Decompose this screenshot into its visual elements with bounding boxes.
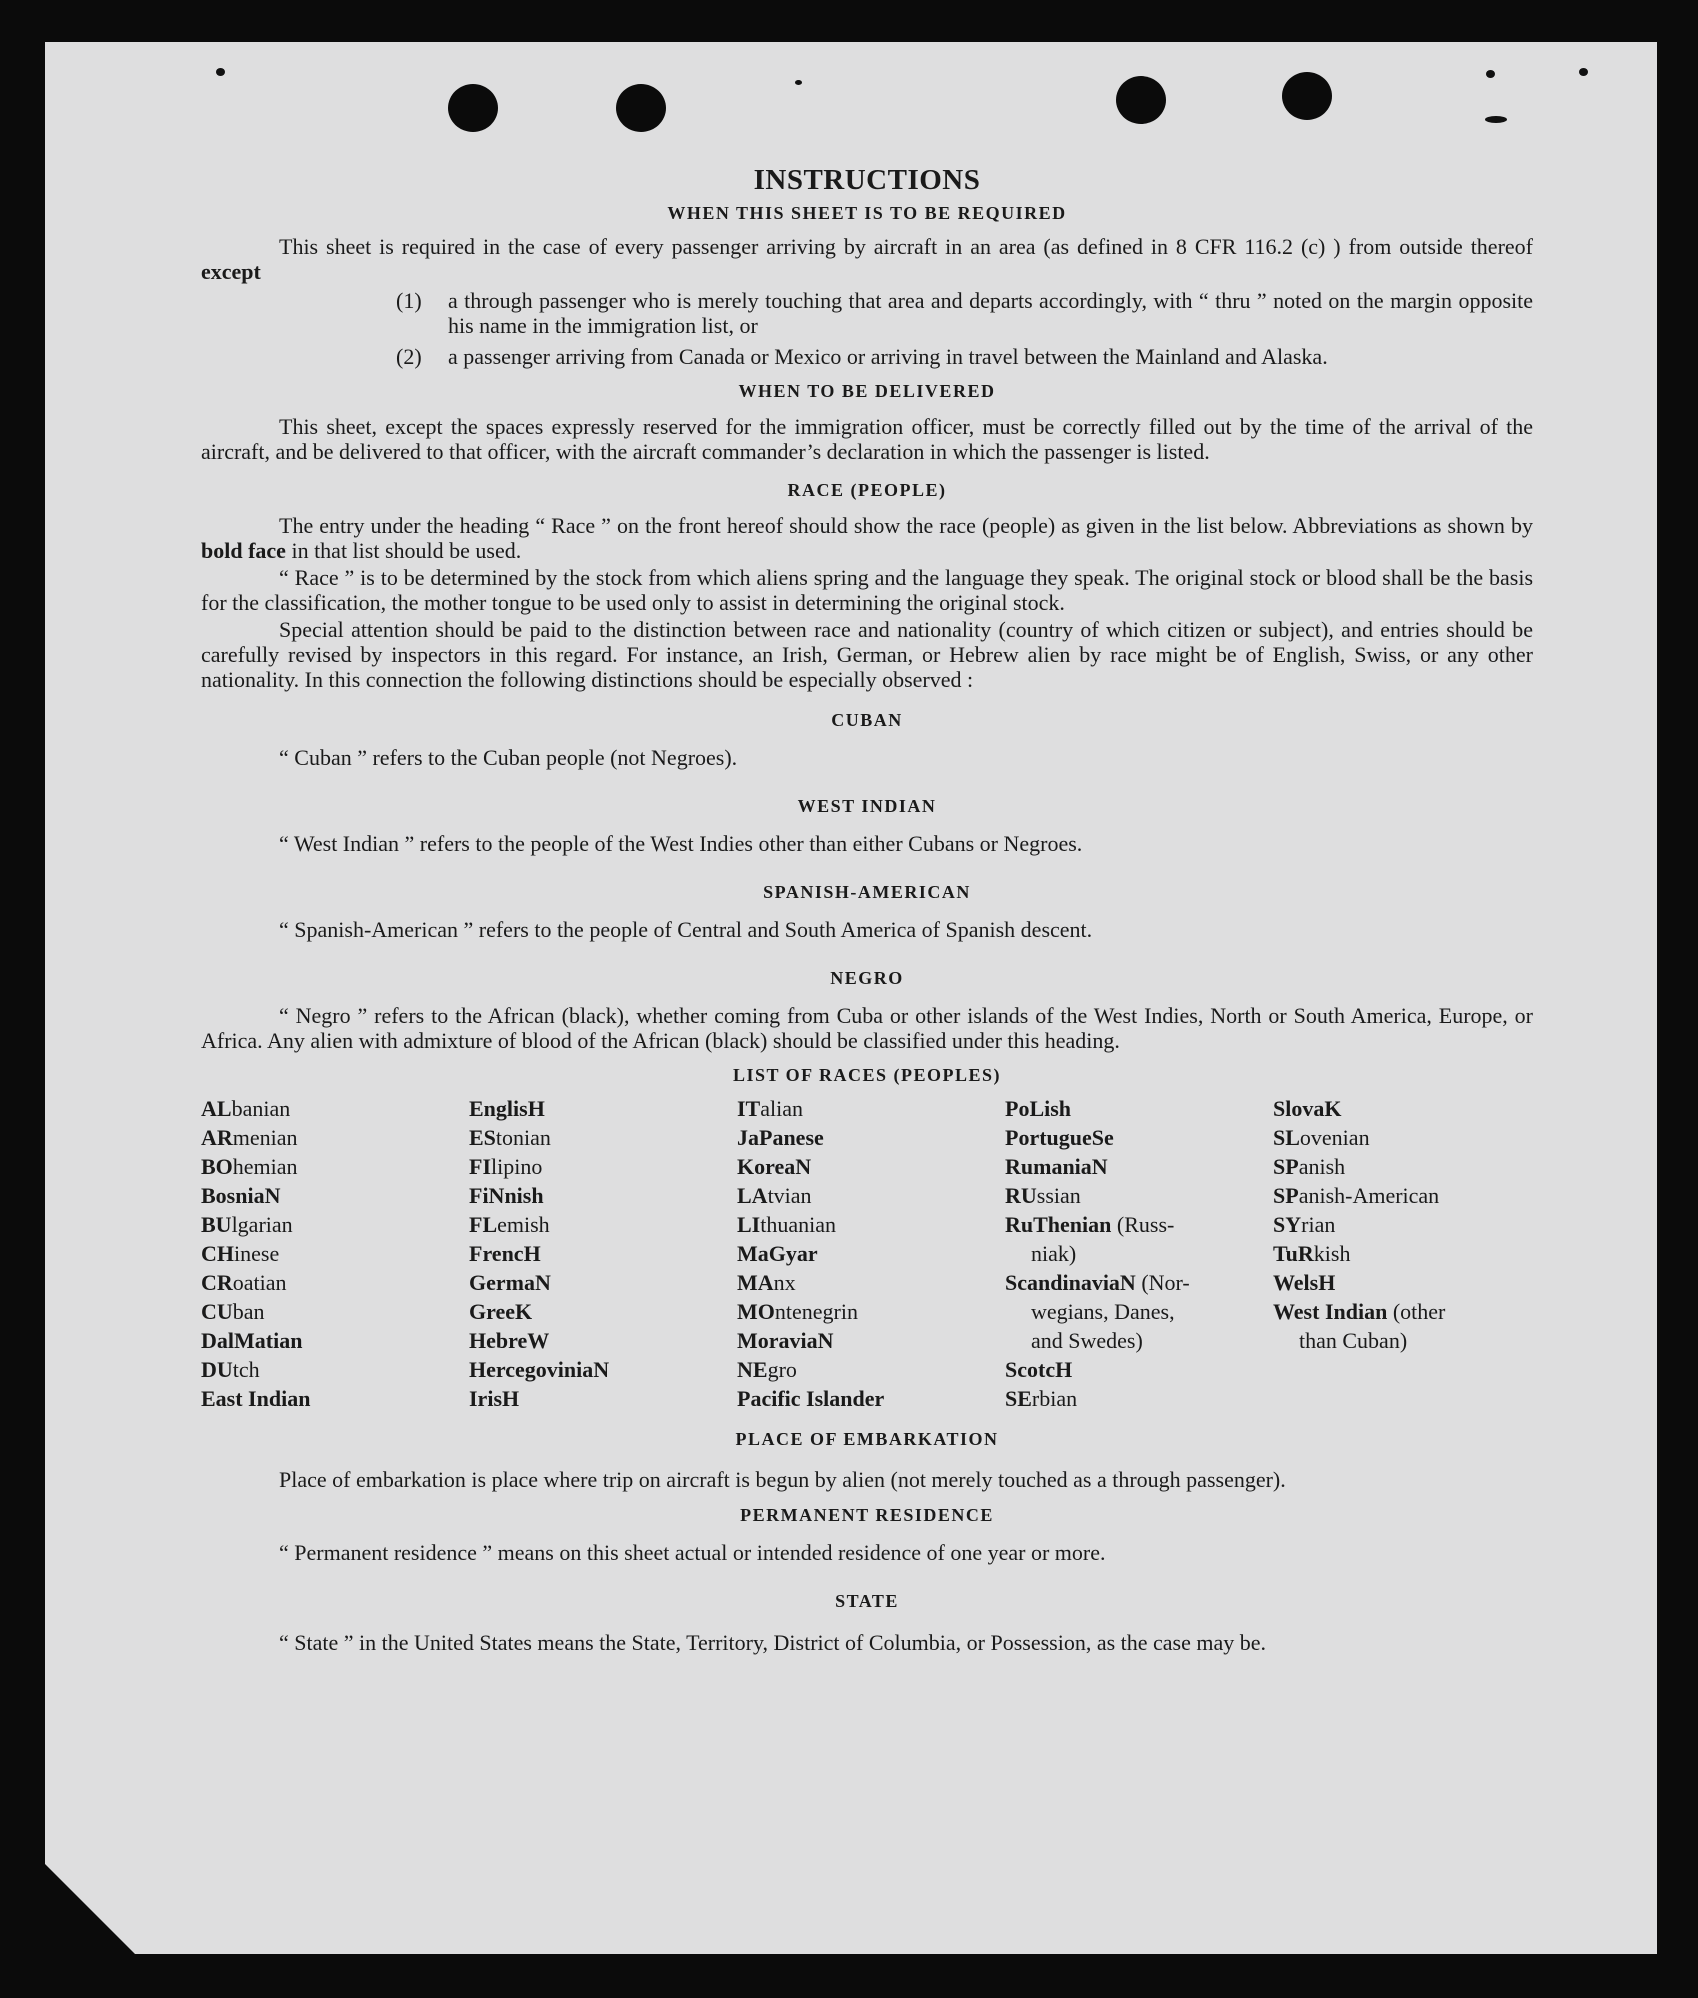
race-entry bbox=[1005, 1239, 1273, 1268]
race-name-rest: tch bbox=[232, 1357, 260, 1382]
paragraph-race-1 bbox=[201, 513, 1533, 563]
heading-west-indian: WEST INDIAN bbox=[797, 796, 937, 816]
race-name-rest: thuanian bbox=[760, 1212, 837, 1237]
race-name-rest: hemian bbox=[232, 1154, 298, 1179]
race-abbreviation: WelsH bbox=[1273, 1270, 1336, 1295]
race-name-rest: lipino bbox=[491, 1154, 543, 1179]
race-abbreviation: FI bbox=[469, 1154, 491, 1179]
race-abbreviation: ScotcH bbox=[1005, 1357, 1073, 1382]
race-entry bbox=[737, 1210, 1005, 1239]
race-abbreviation: GermaN bbox=[469, 1270, 551, 1295]
folded-corner bbox=[45, 1864, 135, 1954]
heading-when-required: WHEN THIS SHEET IS TO BE REQUIRED bbox=[667, 203, 1067, 223]
race-abbreviation: JaPanese bbox=[737, 1125, 824, 1150]
race-abbreviation: EnglisH bbox=[469, 1096, 545, 1121]
race-abbreviation: HercegoviniaN bbox=[469, 1357, 610, 1382]
race-name-rest: (other bbox=[1387, 1299, 1446, 1324]
race-name-rest: than Cuban) bbox=[1299, 1328, 1408, 1353]
race-entry bbox=[1005, 1384, 1273, 1413]
race-name-rest: oatian bbox=[232, 1270, 287, 1295]
speck bbox=[795, 80, 802, 85]
race-abbreviation: RumaniaN bbox=[1005, 1154, 1108, 1179]
race-entry bbox=[737, 1326, 1005, 1355]
race-abbreviation: CR bbox=[201, 1270, 233, 1295]
race-abbreviation: PoLish bbox=[1005, 1096, 1072, 1121]
race-name-rest: (Russ- bbox=[1111, 1212, 1175, 1237]
race-abbreviation: SE bbox=[1005, 1386, 1032, 1411]
race-entry bbox=[737, 1239, 1005, 1268]
race-abbreviation: RuThenian bbox=[1005, 1212, 1112, 1237]
race-abbreviation: MaGyar bbox=[737, 1241, 818, 1266]
speck bbox=[216, 68, 225, 76]
race-name-rest: inese bbox=[234, 1241, 280, 1266]
race-abbreviation: FL bbox=[469, 1212, 498, 1237]
race-p1-end: in that list should be used. bbox=[291, 538, 522, 563]
races-column bbox=[1273, 1094, 1533, 1413]
heading-place-of-embarkation: PLACE OF EMBARKATION bbox=[735, 1429, 999, 1449]
race-abbreviation: CU bbox=[201, 1299, 233, 1324]
races-column bbox=[737, 1094, 1005, 1413]
race-entry bbox=[469, 1181, 737, 1210]
race-entry bbox=[201, 1326, 469, 1355]
race-entry bbox=[737, 1384, 1005, 1413]
race-abbreviation: DalMatian bbox=[201, 1328, 303, 1353]
race-name-rest: nx bbox=[773, 1270, 796, 1295]
race-entry bbox=[1005, 1123, 1273, 1152]
race-name-rest: and Swedes) bbox=[1031, 1328, 1143, 1353]
paragraph-spanish-american: “ Spanish-American ” refers to the people of Central and South America of Spanish descent. bbox=[279, 917, 1093, 942]
race-abbreviation: GreeK bbox=[469, 1299, 533, 1324]
race-entry bbox=[469, 1297, 737, 1326]
exception-number: (1) bbox=[396, 288, 422, 313]
race-name-rest: rbian bbox=[1031, 1386, 1078, 1411]
document-sheet bbox=[45, 42, 1657, 1954]
exception-number: (2) bbox=[396, 344, 422, 369]
race-name-rest: ban bbox=[232, 1299, 265, 1324]
race-entry bbox=[737, 1094, 1005, 1123]
punch-hole bbox=[1116, 76, 1166, 124]
speck bbox=[1579, 68, 1588, 76]
heading-spanish-american: SPANISH-AMERICAN bbox=[763, 882, 971, 902]
race-abbreviation: FrencH bbox=[469, 1241, 541, 1266]
race-entry bbox=[201, 1181, 469, 1210]
race-entry bbox=[1273, 1297, 1533, 1326]
race-p1-start: The entry under the heading “ Race ” on the front hereof should show the race (people) as given in the list below. Abbreviations as shown by bbox=[279, 513, 1533, 538]
race-name-rest: tonian bbox=[495, 1125, 551, 1150]
race-entry bbox=[201, 1094, 469, 1123]
paragraph-cuban: “ Cuban ” refers to the Cuban people (not Negroes). bbox=[279, 745, 738, 770]
race-abbreviation: MA bbox=[737, 1270, 774, 1295]
paragraph-race-3: Special attention should be paid to the distinction between race and nationality (country of which citizen or subject), and entries should be carefully revised by inspectors in this regard. For instance, an Irish, German, or Hebrew alien by race might be of English, Swiss, or any other nationality. In this connection the following distinctions should be especially observed : bbox=[201, 617, 1533, 692]
race-name-rest: rian bbox=[1301, 1212, 1336, 1237]
race-abbreviation: RU bbox=[1005, 1183, 1037, 1208]
race-abbreviation: LA bbox=[737, 1183, 768, 1208]
race-abbreviation: SL bbox=[1273, 1125, 1300, 1150]
race-abbreviation: BU bbox=[201, 1212, 232, 1237]
race-entry bbox=[201, 1123, 469, 1152]
race-entry bbox=[201, 1355, 469, 1384]
punch-hole bbox=[448, 84, 498, 132]
race-entry bbox=[469, 1268, 737, 1297]
race-abbreviation: FiNnish bbox=[469, 1183, 544, 1208]
race-entry bbox=[201, 1384, 469, 1413]
race-abbreviation: TuR bbox=[1273, 1241, 1314, 1266]
race-entry bbox=[737, 1152, 1005, 1181]
race-entry bbox=[737, 1355, 1005, 1384]
races-column bbox=[469, 1094, 737, 1413]
race-abbreviation: NE bbox=[737, 1357, 768, 1382]
race-abbreviation: IrisH bbox=[469, 1386, 520, 1411]
paragraph-negro: “ Negro ” refers to the African (black), whether coming from Cuba or other islands of the West Indies, North or South America, Europe, or Africa. Any alien with admixture of blood of the African (black) should be classified under this heading. bbox=[201, 1003, 1533, 1053]
race-entry bbox=[201, 1239, 469, 1268]
race-name-rest: anish-American bbox=[1298, 1183, 1440, 1208]
race-abbreviation: SP bbox=[1273, 1183, 1299, 1208]
race-entry bbox=[201, 1268, 469, 1297]
race-entry bbox=[201, 1297, 469, 1326]
race-entry bbox=[1273, 1152, 1533, 1181]
race-entry bbox=[1005, 1152, 1273, 1181]
race-entry bbox=[469, 1355, 737, 1384]
race-name-rest: gro bbox=[767, 1357, 797, 1382]
when-required-except: except bbox=[201, 259, 261, 284]
race-abbreviation: HebreW bbox=[469, 1328, 550, 1353]
race-name-rest: (Nor- bbox=[1135, 1270, 1190, 1295]
punch-hole bbox=[616, 84, 666, 132]
race-entry bbox=[469, 1152, 737, 1181]
race-entry bbox=[1005, 1268, 1273, 1297]
paragraph-place-of-embarkation: Place of embarkation is place where trip on aircraft is begun by alien (not merely touched as a through passenger). bbox=[279, 1467, 1286, 1492]
race-abbreviation: BO bbox=[201, 1154, 233, 1179]
exception-item-2 bbox=[396, 344, 1533, 369]
race-entry bbox=[1273, 1094, 1533, 1123]
race-abbreviation: West Indian bbox=[1273, 1299, 1388, 1324]
race-entry bbox=[1273, 1239, 1533, 1268]
race-name-rest: emish bbox=[497, 1212, 550, 1237]
race-entry bbox=[1273, 1210, 1533, 1239]
race-abbreviation: ES bbox=[469, 1125, 496, 1150]
race-name-rest: banian bbox=[231, 1096, 291, 1121]
when-required-intro: This sheet is required in the case of every passenger arriving by aircraft in an area (as defined in 8 CFR 116.2 (c) ) from outside thereof bbox=[279, 234, 1533, 259]
race-name-rest: menian bbox=[232, 1125, 298, 1150]
race-name-rest: ssian bbox=[1036, 1183, 1081, 1208]
race-entry bbox=[737, 1123, 1005, 1152]
race-entry bbox=[469, 1326, 737, 1355]
paragraph-permanent-residence: “ Permanent residence ” means on this sheet actual or intended residence of one year or more. bbox=[279, 1540, 1106, 1565]
paragraph-when-required bbox=[201, 234, 1533, 284]
races-table bbox=[201, 1094, 1533, 1413]
race-entry bbox=[1005, 1355, 1273, 1384]
paragraph-west-indian: “ West Indian ” refers to the people of the West Indies other than either Cubans or Negroes. bbox=[279, 831, 1083, 856]
race-entry bbox=[1005, 1326, 1273, 1355]
race-abbreviation: DU bbox=[201, 1357, 233, 1382]
race-name-rest: ovenian bbox=[1299, 1125, 1370, 1150]
race-entry bbox=[1005, 1094, 1273, 1123]
race-name-rest: niak) bbox=[1031, 1241, 1077, 1266]
race-abbreviation: IT bbox=[737, 1096, 761, 1121]
races-column bbox=[201, 1094, 469, 1413]
race-abbreviation: East Indian bbox=[201, 1386, 311, 1411]
race-abbreviation: MO bbox=[737, 1299, 775, 1324]
race-name-rest: lgarian bbox=[231, 1212, 293, 1237]
race-abbreviation: AR bbox=[201, 1125, 233, 1150]
race-entry bbox=[1005, 1181, 1273, 1210]
race-entry bbox=[1273, 1326, 1533, 1355]
paragraph-race-2: “ Race ” is to be determined by the stock from which aliens spring and the language they speak. The original stock or blood shall be the basis for the classification, the mother tongue to be used only to assist in determining the original stock. bbox=[201, 565, 1533, 615]
heading-race: RACE (PEOPLE) bbox=[787, 480, 947, 500]
race-entry bbox=[469, 1094, 737, 1123]
race-name-rest: anish bbox=[1298, 1154, 1346, 1179]
race-entry bbox=[1005, 1297, 1273, 1326]
heading-permanent-residence: PERMANENT RESIDENCE bbox=[740, 1505, 994, 1525]
exception-item-1 bbox=[396, 288, 1533, 338]
race-abbreviation: SY bbox=[1273, 1212, 1302, 1237]
race-entry bbox=[1273, 1123, 1533, 1152]
race-name-rest: wegians, Danes, bbox=[1031, 1299, 1175, 1324]
heading-state: STATE bbox=[835, 1591, 899, 1611]
race-entry bbox=[201, 1152, 469, 1181]
race-abbreviation: PortugueSe bbox=[1005, 1125, 1114, 1150]
race-name-rest: kish bbox=[1313, 1241, 1351, 1266]
races-column bbox=[1005, 1094, 1273, 1413]
race-name-rest: ntenegrin bbox=[774, 1299, 858, 1324]
race-abbreviation: KoreaN bbox=[737, 1154, 812, 1179]
speck bbox=[1485, 116, 1507, 123]
speck bbox=[1486, 70, 1495, 78]
race-abbreviation: LI bbox=[737, 1212, 761, 1237]
race-abbreviation: SlovaK bbox=[1273, 1096, 1342, 1121]
race-abbreviation: AL bbox=[201, 1096, 232, 1121]
race-entry bbox=[201, 1210, 469, 1239]
race-entry bbox=[737, 1268, 1005, 1297]
paragraph-state: “ State ” in the United States means the State, Territory, District of Columbia, or Possession, as the case may be. bbox=[279, 1630, 1267, 1655]
page-title: INSTRUCTIONS bbox=[753, 164, 981, 196]
race-abbreviation: Pacific Islander bbox=[737, 1386, 885, 1411]
race-abbreviation: SP bbox=[1273, 1154, 1299, 1179]
heading-negro: NEGRO bbox=[830, 968, 904, 988]
race-entry bbox=[737, 1297, 1005, 1326]
heading-when-delivered: WHEN TO BE DELIVERED bbox=[738, 381, 996, 401]
race-abbreviation: BosniaN bbox=[201, 1183, 281, 1208]
race-abbreviation: CH bbox=[201, 1241, 234, 1266]
exception-text: a through passenger who is merely touching that area and departs accordingly, with “ thru ” noted on the margin opposite his name in the immigration list, or bbox=[448, 288, 1533, 338]
race-abbreviation: MoraviaN bbox=[737, 1328, 834, 1353]
race-name-rest: tvian bbox=[767, 1183, 812, 1208]
paragraph-when-delivered: This sheet, except the spaces expressly reserved for the immigration officer, must be correctly filled out by the time of the arrival of the aircraft, and be delivered to that officer, with the aircraft commander’s declaration in which the passenger is listed. bbox=[201, 414, 1533, 464]
race-entry bbox=[1273, 1181, 1533, 1210]
race-entry bbox=[1005, 1210, 1273, 1239]
race-entry bbox=[469, 1384, 737, 1413]
race-entry bbox=[469, 1210, 737, 1239]
heading-cuban: CUBAN bbox=[831, 710, 903, 730]
heading-list-of-races: LIST OF RACES (PEOPLES) bbox=[732, 1065, 1002, 1085]
race-abbreviation: ScandinaviaN bbox=[1005, 1270, 1136, 1295]
instructions-content bbox=[201, 164, 1533, 1659]
race-entry bbox=[469, 1239, 737, 1268]
race-entry bbox=[737, 1181, 1005, 1210]
exception-text: a passenger arriving from Canada or Mexico or arriving in travel between the Mainland and Alaska. bbox=[448, 344, 1328, 369]
race-name-rest: alian bbox=[760, 1096, 804, 1121]
race-entry bbox=[1273, 1268, 1533, 1297]
race-entry bbox=[469, 1123, 737, 1152]
punch-hole bbox=[1282, 72, 1332, 120]
race-p1-bold: bold face bbox=[201, 538, 286, 563]
